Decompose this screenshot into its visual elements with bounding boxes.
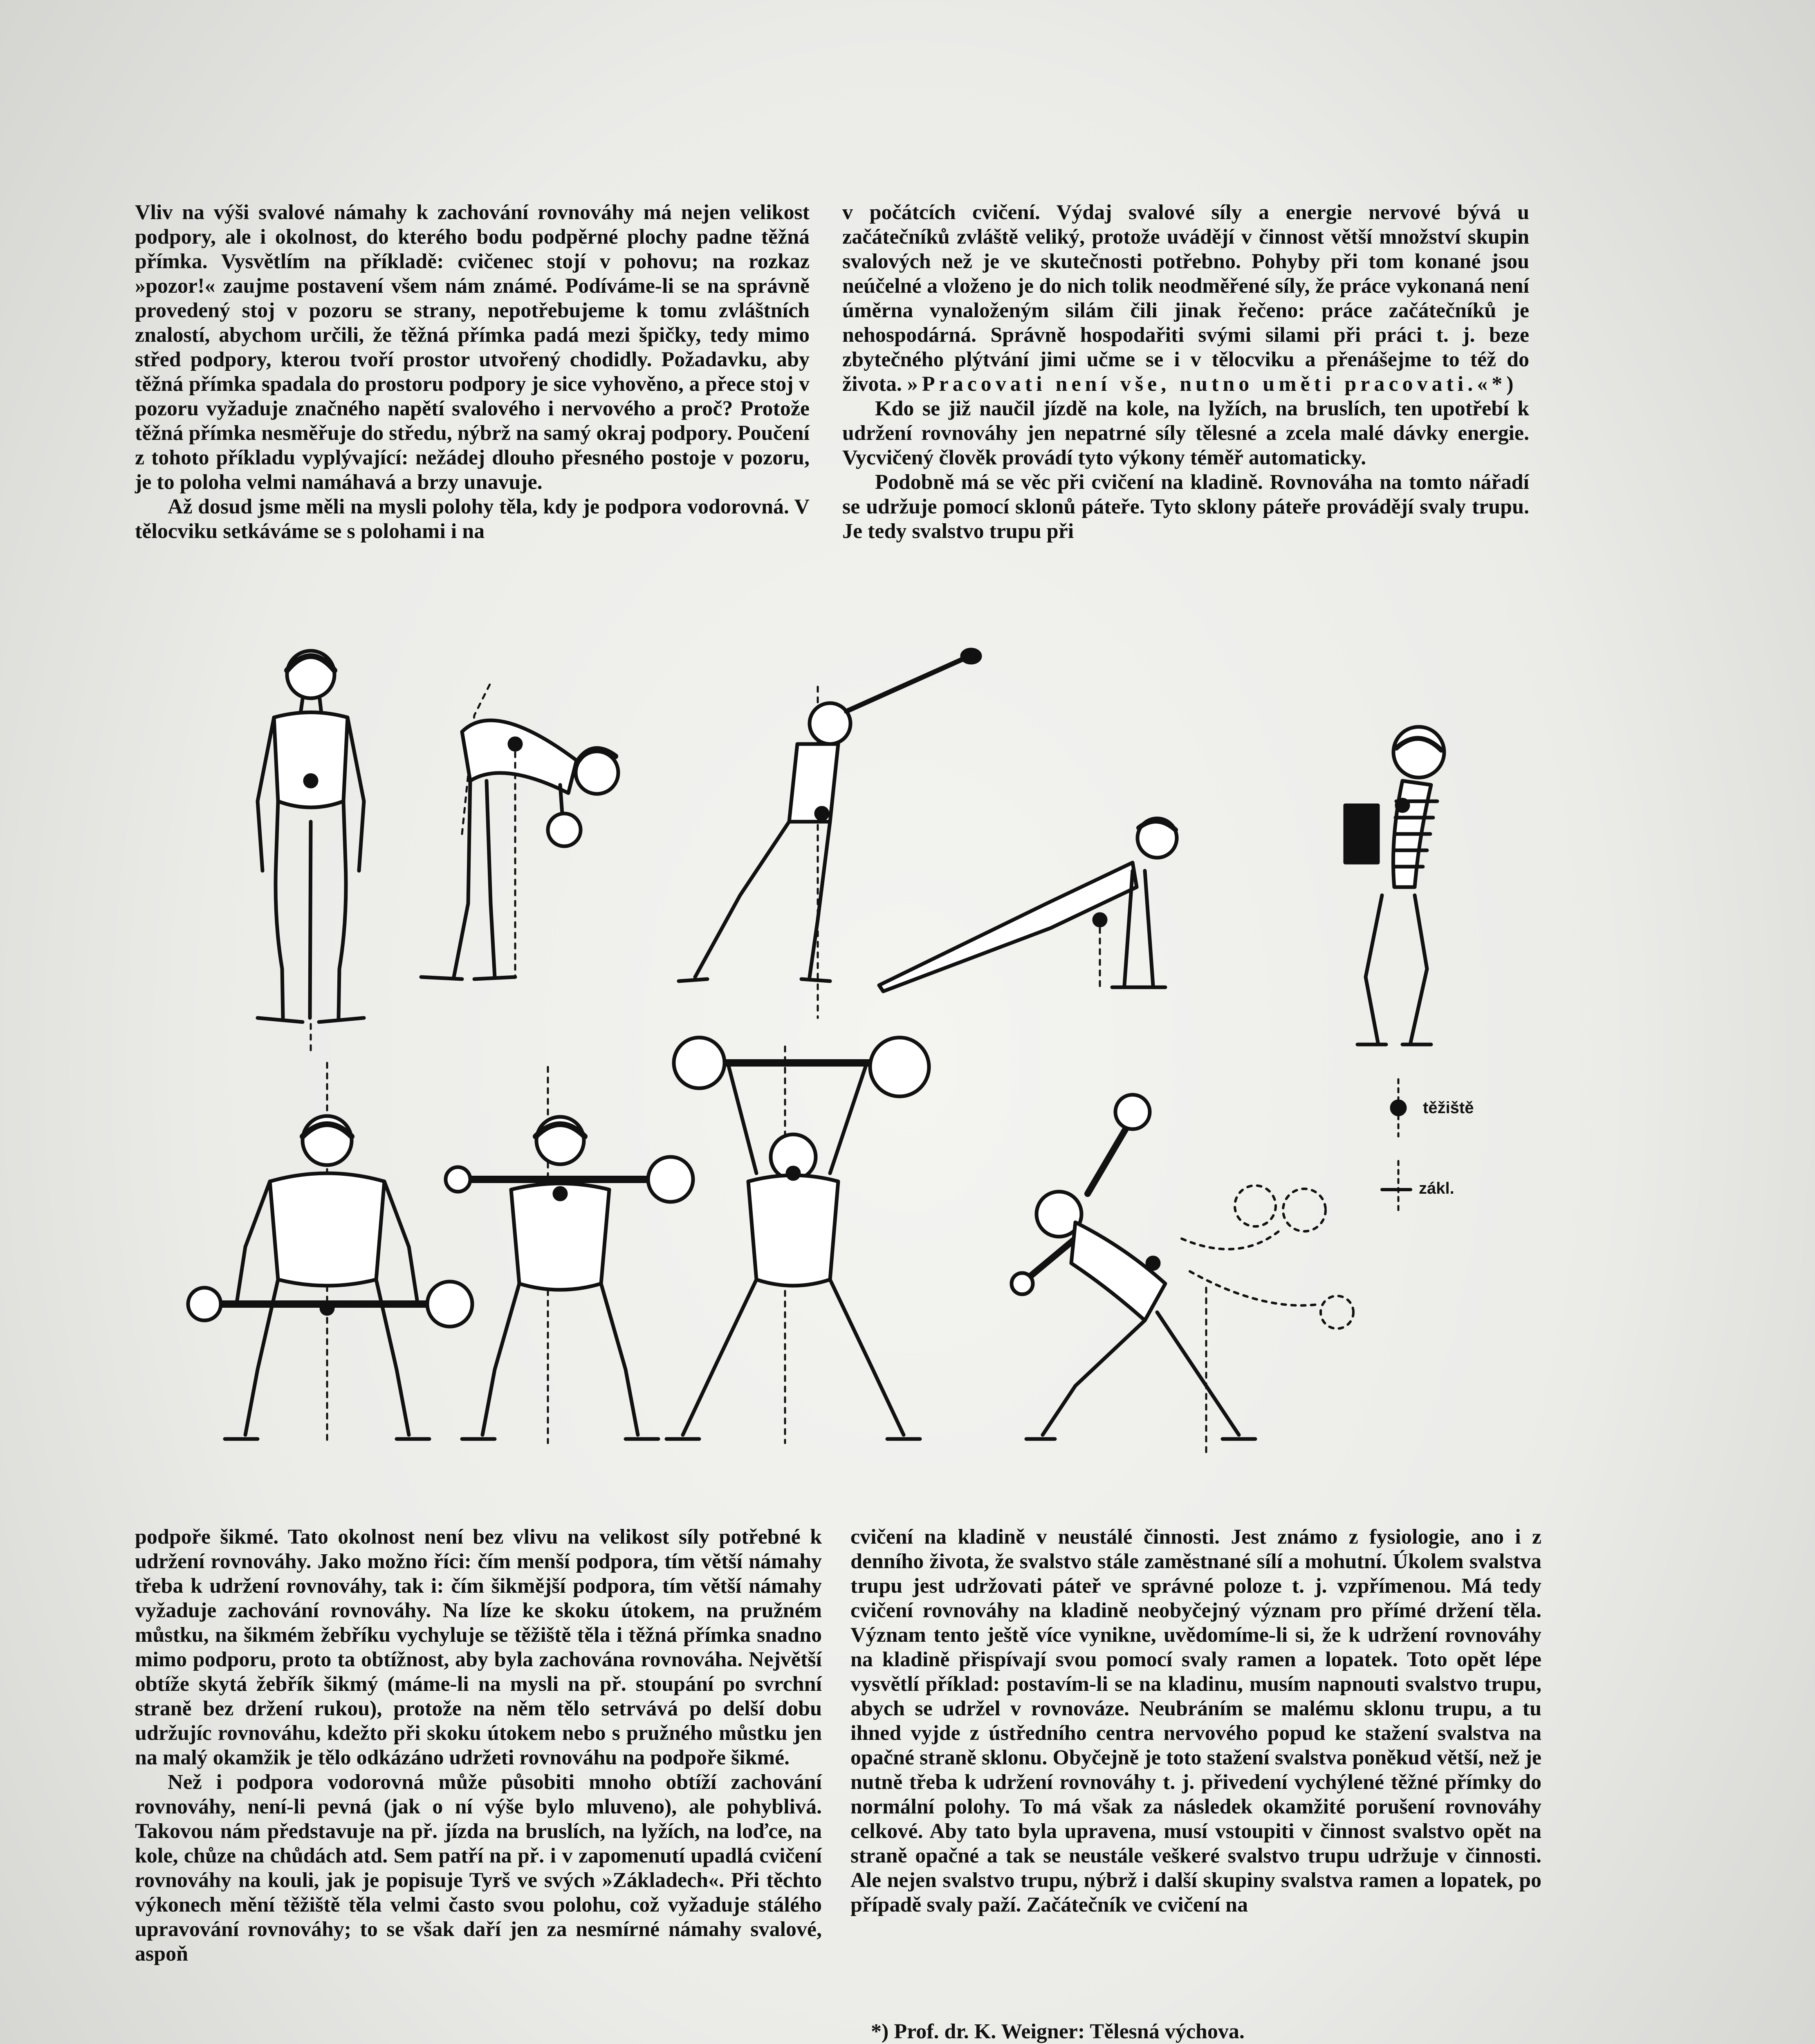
- figure-standing-attention: [258, 651, 364, 1051]
- text-column-bottom-left: [135, 1525, 822, 1966]
- paragraph: Až dosud jsme měli na mysli polohy těla, kdy je podpora vodorovná. V tělocviku setkáváme se s polohami i na: [135, 495, 810, 543]
- paragraph: Podobně má se věc při cvičení na kladině. Rovnováha na tomto nářadí se udržuje pomocí sklonů páteře. Tyto sklony páteře provádějí svaly trupu. Je tedy svalstvo trupu při: [842, 471, 1529, 543]
- legend-label-center-of-gravity: těžiště: [1423, 1099, 1474, 1117]
- figure-barbell-low: [188, 1063, 472, 1443]
- figure-push-up: [879, 818, 1177, 991]
- footnote: *) Prof. dr. K. Weigner: Tělesná výchova.: [871, 2020, 1245, 2043]
- text-column-top-left: [135, 200, 810, 544]
- figure-barbell-chest: [446, 1067, 693, 1443]
- figure-side-bend: [1012, 1095, 1353, 1455]
- legend: [1382, 1079, 1411, 1214]
- legend-label-base: zákl.: [1419, 1179, 1454, 1197]
- quote: »Pracovati není vše, nutno uměti pracovati.«*): [907, 372, 1518, 396]
- paragraph: Kdo se již naučil jízdě na kole, na lyžích, na bruslích, ten upotřebí k udržení rovnováhy jen nepatrné síly tělesné a zcela malé dávky energie. Vycvičený člověk provádí tyto výkony téměř automaticky.: [842, 397, 1529, 469]
- text-column-bottom-right: [850, 1525, 1541, 1917]
- paragraph-text: v počátcích cvičení. Výdaj svalové síly a energie nervové bývá u začátečníků zvláště veliký, protože uvádějí v činnost větší množství skupin svalových než je ve skutečnosti potřebno. Pohyby při tom konané jsou neúčelné a vloženo je do nich tolik neodměřené síly, že práce vykonaná není úměrna vynaloženým silám čili jinak řečeno: práce začátečníků je nehospodárná. Správně hospodařiti svými silami při práci t. j. beze zbytečného plýtvání jimi učme se i v tělocviku a přenášejme to též do života.: [842, 201, 1529, 396]
- figure-barbell-overhead: [666, 1038, 929, 1443]
- paragraph: [842, 200, 1529, 397]
- paragraph: cvičení na kladině v neustálé činnosti. Jest známo z fysiologie, ano i z denního života, že svalstvo stále zaměstnané sílí a mohutní. Úkolem svalstva trupu jest udržovati páteř ve správné poloze t. j. vzpřímenou. Má tedy cvičení rovnováhy na kladině neobyčejný význam pro přímé držení těla. Význam tento ještě více vynikne, uvědomíme-li si, že k udržení rovnováhy na kladině přispívají svou pomocí svaly ramen a lopatek. Toto opět lépe vysvětlí příklad: postavím-li se na kladinu, musím napnouti svalstvo trupu, abych se udržel v rovnováze. Neubráním se malému sklonu trupu, a tu ihned vyjde z ústředního centra nervového popud ke stažení svalstva na opačné straně sklonu. Obyčejně je toto stažení svalstva poněkud větší, než je nutně třeba k udržení rovnováhy t. j. přivedení vychýlené těžné přímky do normální polohy. To má však za následek okamžité porušení rovnováhy celkové. Aby tato byla upravena, musí vstoupiti v činnost svalstvo opět na straně opačné a tak se neustále veškeré svalstvo trupu udržuje v činnosti. Ale nejen svalstvo trupu, nýbrž i další skupiny svalstva ramen a lopatek, po případě svaly paží. Začátečník ve cvičení na: [850, 1525, 1541, 1916]
- paragraph: Než i podpora vodorovná může působiti mnoho obtíží zachování rovnováhy, není-li pevná (jak o ní výše bylo mluveno), ale pohyblivá. Takovou nám představuje na př. jízda na bruslích, na lyžích, na loďce, na kole, chůze na chůdách atd. Sem patří na př. i v zapomenutí upadlá cvičení rovnováhy na kouli, jak je popisuje Tyrš ve svých »Základech«. Při těchto výkonech mění těžiště těla velmi často svou polohu, což vyžaduje stálého upravování rovnováhy; to se však daří jen za nesmírné námahy svalové, aspoň: [135, 1771, 822, 1966]
- illustration-balance-figures: [135, 609, 1533, 1496]
- text-column-top-right: [842, 200, 1529, 544]
- paragraph: Vliv na výši svalové námahy k zachování rovnováhy má nejen velikost podpory, ale i okolnost, do kterého bodu podpěrné plochy padne těžná přímka. Vysvětlím na příkladě: cvičenec stojí v pohovu; na rozkaz »pozor!« zaujme postavení všem nám známé. Podíváme-li se na správně provedený stoj v pozoru se strany, nepotřebujeme k tomu zvláštních znalostí, abychom určili, že těžná přímka padá mezi špičky, tedy mimo střed podpory, kterou tvoří prostor utvořený chodidly. Požadavku, aby těžná přímka spadala do prostoru podpory je sice vyhověno, a přece stoj v pozoru vyžaduje značného napětí svalového i nervového a proč? Protože těžná přímka nesměřuje do středu, nýbrž na samý okraj podpory. Poučení z tohoto příkladu vyplývající: nežádej dlouho přesného postoje v pozoru, je to poloha velmi namáhavá a brzy unavuje.: [135, 201, 810, 494]
- figure-bent-forward: [421, 683, 618, 979]
- paragraph: podpoře šikmé. Tato okolnost není bez vlivu na velikost síly potřebné k udržení rovnováhy. Jako možno říci: čím menší podpora, tím větší námahy třeba k udržení rovnováhy, tak i: čím šikmější podpora, tím větší námahy vyžaduje zachování rovnováhy. Na lízе ke skoku útokem, na pružném můstku, na šikmém žebříku vychyluje se těžiště těla i těžná přímka snadno mimo podporu, proto ta obtížnost, aby byla zachována rovnováha. Největší obtíže skytá žebřík šikmý (máme-li na mysli na př. stoupání po svrchní straně bez držení rukou), protože na něm tělo setrvává po delší dobu udržujíc rovnováhu, kdežto při skoku útokem nebo s pružného můstku jen na malý okamžik je tělo odkázáno udržeti rovnováhu na podpoře šikmé.: [135, 1525, 822, 1769]
- figure-skeleton: [1345, 727, 1444, 1044]
